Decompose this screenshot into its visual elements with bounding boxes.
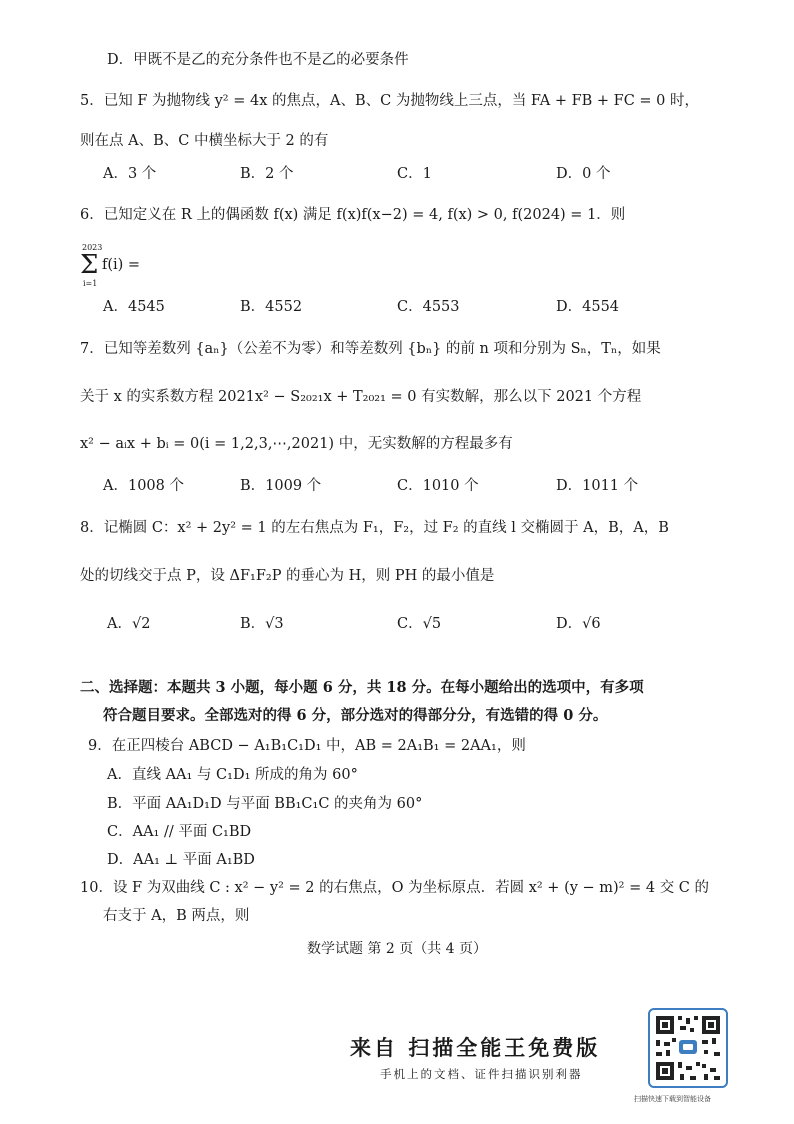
q6-stem-line1: 6．已知定义在 R 上的偶函数 f(x) 满足 f(x)f(x−2) = 4, f(x) > 0, f(2024) = 1．则 — [80, 207, 626, 223]
q6-summation — [80, 243, 170, 293]
q7-option-d: D．1011 个 — [556, 478, 639, 494]
sum-lower-limit: i=1 — [83, 279, 98, 288]
q5-option-a: A．3 个 — [103, 166, 157, 182]
watermark-title: 来自 扫描全能王免费版 — [350, 1035, 601, 1060]
q10-stem-line2: 右支于 A，B 两点，则 — [103, 908, 250, 924]
q8-stem-line2: 处的切线交于点 P，设 ΔF₁F₂P 的垂心为 H，则 PH 的最小值是 — [80, 568, 495, 584]
q7-stem-line3: x² − aᵢx + bᵢ = 0(i = 1,2,3,⋯,2021) 中，无实数解的方程最多有 — [80, 436, 513, 452]
q5-stem-line1: 5．已知 F 为抛物线 y² = 4x 的焦点，A、B、C 为抛物线上三点，当 FA + FB + FC = 0 时， — [80, 93, 700, 109]
q9-option-b: B．平面 AA₁D₁D 与平面 BB₁C₁C 的夹角为 60° — [107, 796, 423, 812]
q5-stem-line2: 则在点 A、B、C 中横坐标大于 2 的有 — [80, 133, 329, 149]
sigma-icon: Σ — [80, 250, 99, 280]
sum-upper-limit: 2023 — [82, 243, 103, 252]
q6-option-b: B．4552 — [240, 299, 303, 315]
q10-stem-line1: 10．设 F 为双曲线 C : x² − y² = 2 的右焦点，O 为坐标原点．若圆 x² + (y − m)² = 4 交 C 的 — [80, 880, 710, 896]
q8-stem-line1: 8．记椭圆 C：x² + 2y² = 1 的左右焦点为 F₁，F₂，过 F₂ 的直线 l 交椭圆于 A，B，A，B — [80, 520, 669, 536]
q4-option-d: D．甲既不是乙的充分条件也不是乙的必要条件 — [107, 52, 409, 68]
q7-option-a: A．1008 个 — [103, 478, 184, 494]
q6-option-a: A．4545 — [103, 299, 165, 315]
q9-option-a: A．直线 AA₁ 与 C₁D₁ 所成的角为 60° — [107, 767, 358, 783]
q9-stem: 9．在正四棱台 ABCD − A₁B₁C₁D₁ 中，AB = 2A₁B₁ = 2AA₁，则 — [88, 738, 526, 754]
q5-option-b: B．2 个 — [240, 166, 294, 182]
q7-stem-line2: 关于 x 的实系数方程 2021x² − S₂₀₂₁x + T₂₀₂₁ = 0 有实数解，那么以下 2021 个方程 — [80, 389, 642, 405]
qr-code-icon — [648, 1008, 728, 1088]
q6-option-c: C．4553 — [397, 299, 460, 315]
q5-option-c: C．1 — [397, 166, 432, 182]
q7-option-b: B．1009 个 — [240, 478, 322, 494]
q9-option-d: D．AA₁ ⊥ 平面 A₁BD — [107, 852, 255, 868]
q8-option-a: A．√2 — [107, 616, 151, 632]
q7-stem-line1: 7．已知等差数列 {aₙ}（公差不为零）和等差数列 {bₙ} 的前 n 项和分别为 Sₙ，Tₙ，如果 — [80, 341, 661, 357]
section2-heading-line2: 符合题目要求。全部选对的得 6 分，部分选对的得部分分，有选错的得 0 分。 — [103, 707, 608, 724]
q5-option-d: D．0 个 — [556, 166, 611, 182]
qr-pattern — [650, 1010, 726, 1086]
q8-option-b: B．√3 — [240, 616, 284, 632]
section2-heading-line1: 二、选择题：本题共 3 小题，每小题 6 分，共 18 分。在每小题给出的选项中，有多项 — [80, 679, 644, 696]
q9-option-c: C．AA₁ // 平面 C₁BD — [107, 824, 252, 840]
qr-caption: 扫描快速下载到智能设备 — [634, 1095, 711, 1103]
sum-expression: f(i) = — [102, 257, 141, 273]
q7-option-c: C．1010 个 — [397, 478, 479, 494]
q8-option-d: D．√6 — [556, 616, 601, 632]
page-footer: 数学试题 第 2 页（共 4 页） — [306, 941, 488, 957]
q6-option-d: D．4554 — [556, 299, 620, 315]
q8-option-c: C．√5 — [397, 616, 442, 632]
watermark-subtitle: 手机上的文档、证件扫描识别利器 — [380, 1067, 583, 1081]
